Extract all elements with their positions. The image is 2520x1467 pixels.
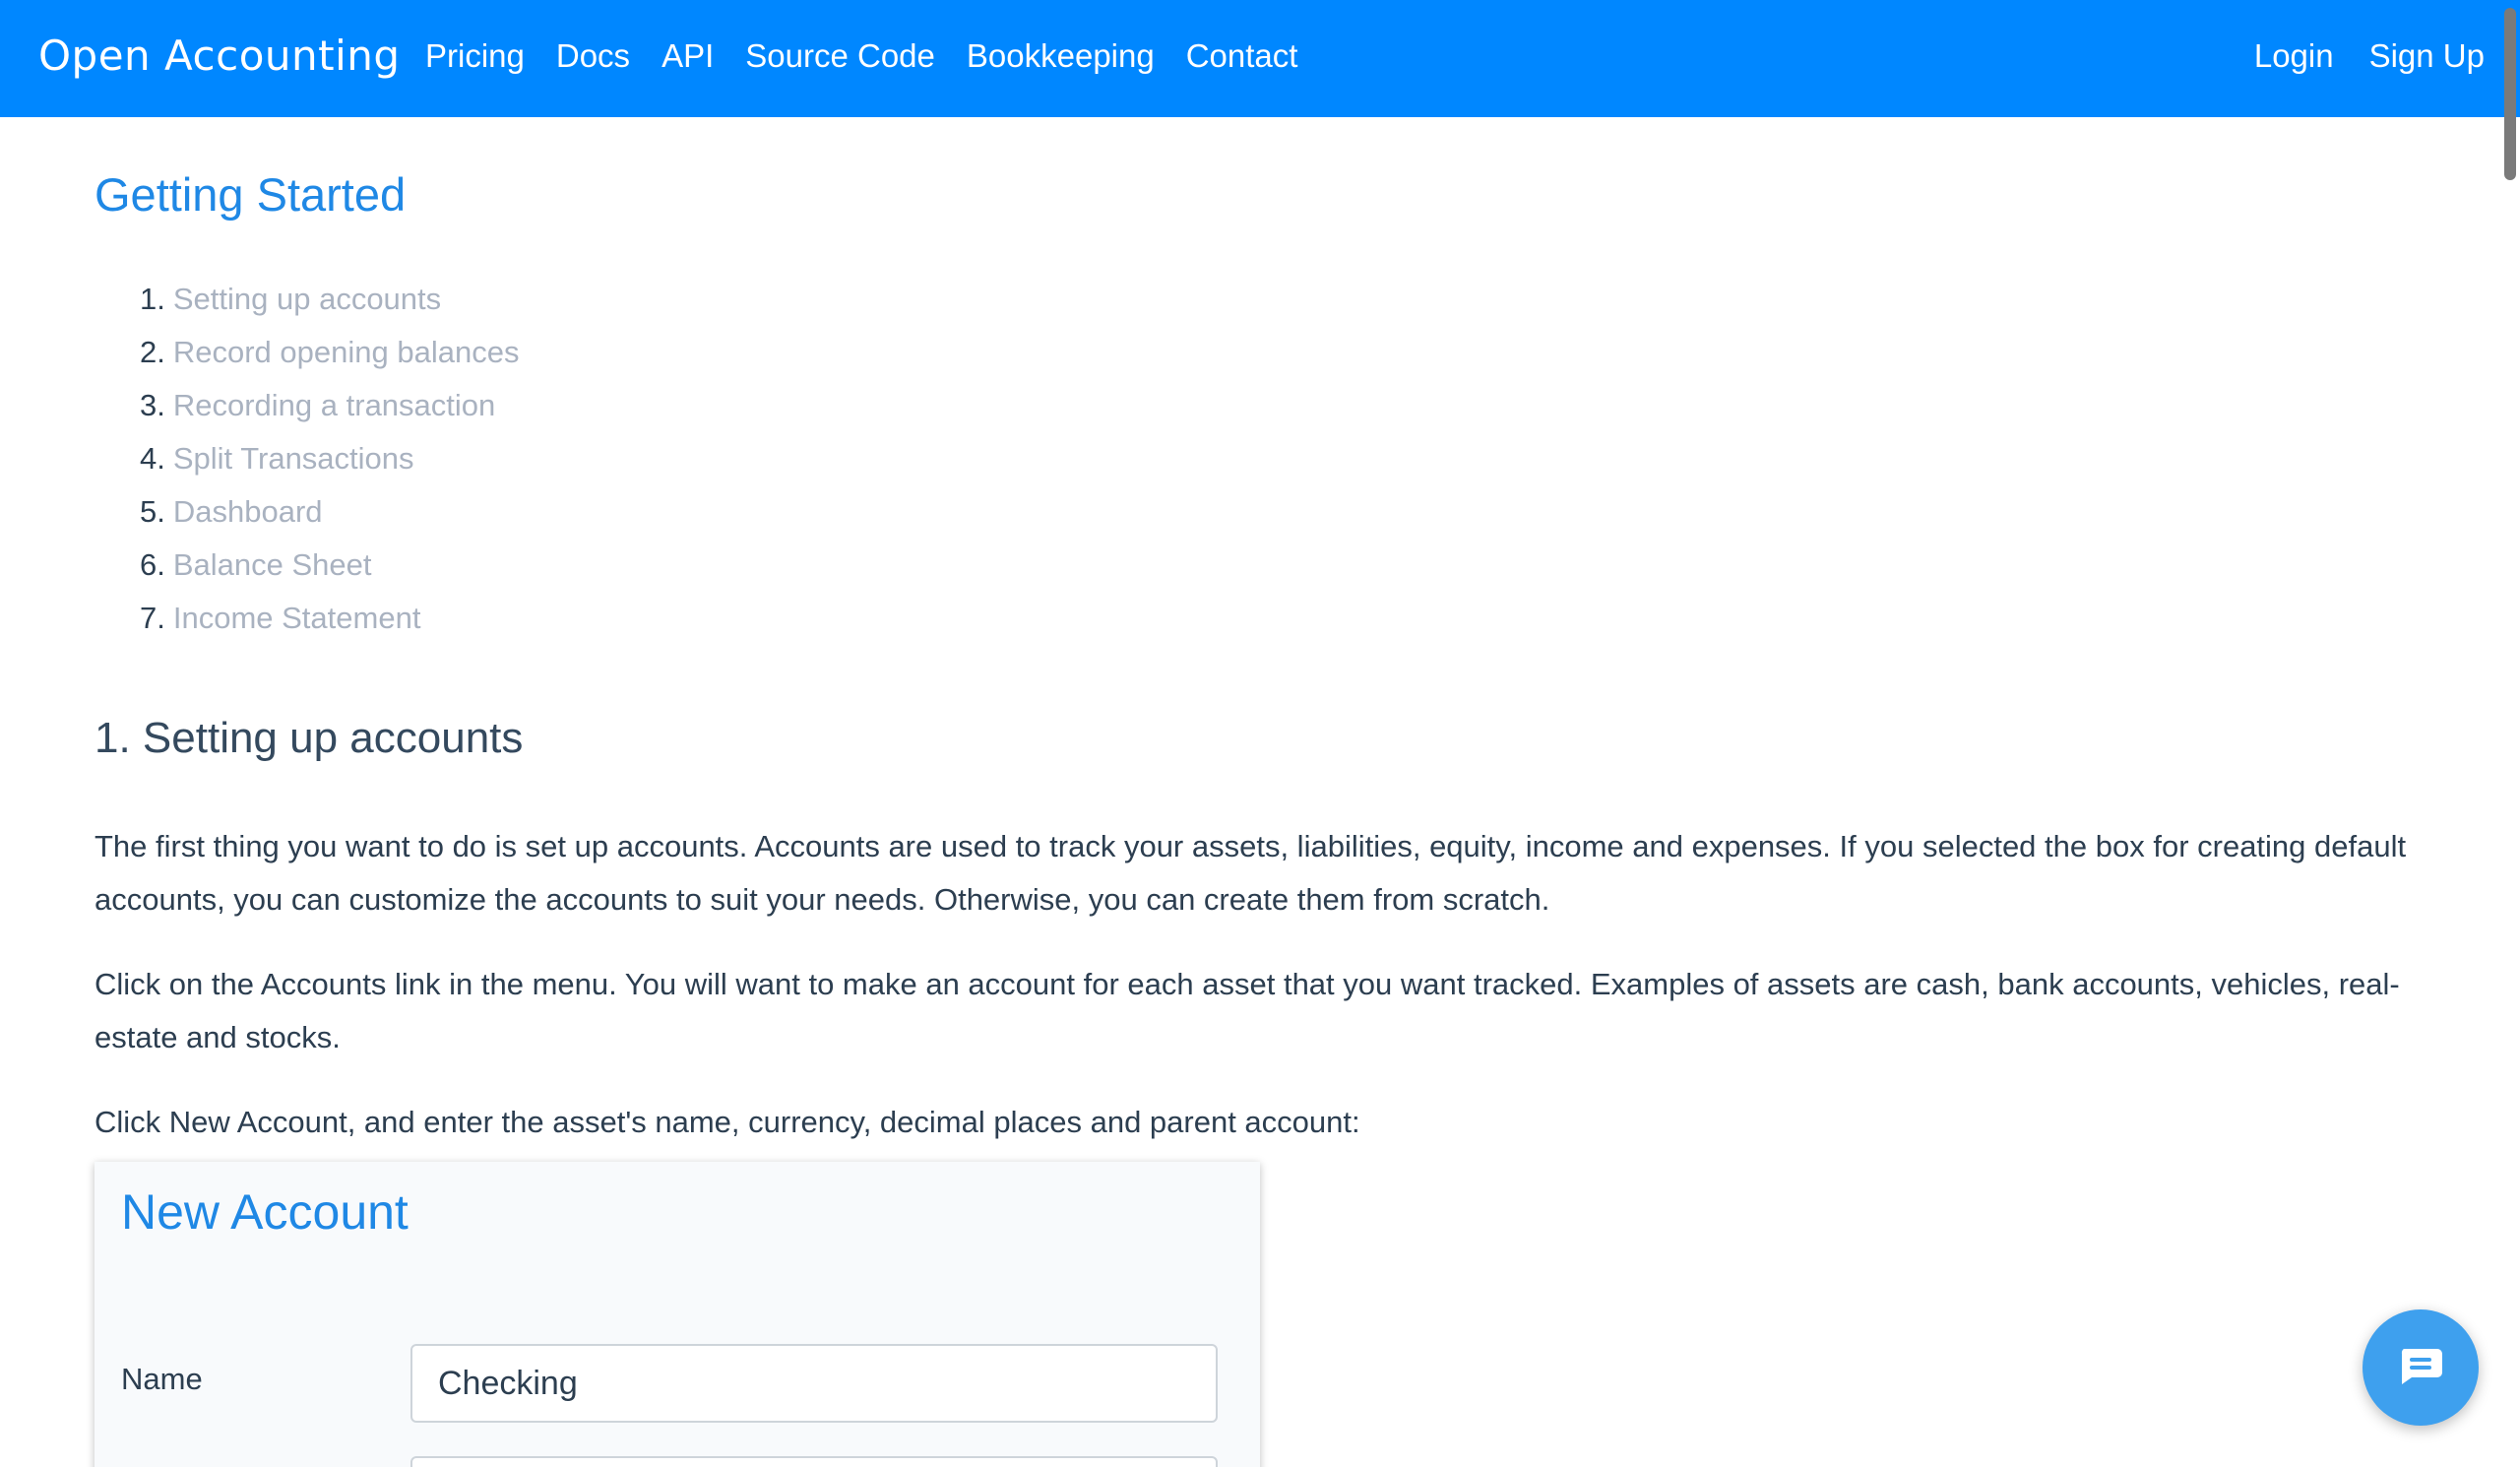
- toc-link-dashboard[interactable]: Dashboard: [172, 494, 323, 529]
- chat-button[interactable]: [2362, 1309, 2479, 1426]
- nav-auth: [2219, 37, 2485, 75]
- toc-item: [140, 326, 2427, 379]
- nav-link-pricing[interactable]: Pricing: [425, 37, 525, 74]
- nav-link-docs[interactable]: Docs: [555, 37, 631, 74]
- toc-item: [140, 485, 2427, 539]
- page-scrollbar[interactable]: [2496, 0, 2520, 1467]
- toc-number: 3.: [140, 388, 165, 422]
- paragraph-new-account: Click New Account, and enter the asset's name, currency, decimal places and parent account:: [94, 1105, 1360, 1139]
- toc-link-setting-up-accounts[interactable]: Setting up accounts: [172, 282, 442, 316]
- nav-link-api[interactable]: API: [662, 37, 715, 74]
- section-heading-setting-up-accounts: 1. Setting up accounts: [94, 714, 524, 762]
- name-label: Name: [121, 1362, 203, 1396]
- toc-number: 5.: [140, 494, 165, 529]
- login-link[interactable]: Login: [2253, 37, 2334, 74]
- new-account-card: [94, 1162, 1260, 1467]
- toc-item: [140, 592, 2427, 645]
- toc-number: 4.: [140, 441, 165, 476]
- nav-link-source-code[interactable]: Source Code: [745, 37, 935, 74]
- page-title: Getting Started: [94, 168, 407, 221]
- main-content: [94, 158, 2427, 1180]
- top-navbar: [0, 0, 2520, 117]
- paragraph-accounts-link: Click on the Accounts link in the menu. You will want to make an account for each asset that you want tracked. Examples of assets are cash, bank accounts, vehicles, real-estate and stocks.: [94, 967, 2400, 1054]
- toc-link-recording-transaction[interactable]: Recording a transaction: [172, 388, 496, 422]
- new-account-title: New Account: [121, 1184, 409, 1240]
- toc-link-balance-sheet[interactable]: Balance Sheet: [172, 547, 372, 582]
- table-of-contents: [140, 273, 2427, 645]
- nav-link-contact[interactable]: Contact: [1185, 37, 1298, 74]
- toc-number: 1.: [140, 282, 165, 316]
- brand-logo[interactable]: Open Accounting: [38, 32, 401, 80]
- currency-input[interactable]: [410, 1456, 1218, 1467]
- toc-number: 6.: [140, 547, 165, 582]
- name-input[interactable]: [410, 1344, 1218, 1423]
- toc-number: 7.: [140, 601, 165, 635]
- toc-item: [140, 432, 2427, 485]
- paragraph-intro: The first thing you want to do is set up accounts. Accounts are used to track your assets, liabilities, equity, income and expenses. If you selected the box for creating default accounts, you can customize the accounts to suit your needs. Otherwise, you can create them from scratch.: [94, 829, 2407, 917]
- toc-link-split-transactions[interactable]: Split Transactions: [172, 441, 414, 476]
- scrollbar-thumb[interactable]: [2504, 8, 2516, 180]
- chat-bubble-icon: [2398, 1347, 2443, 1386]
- toc-item: [140, 539, 2427, 592]
- toc-item: [140, 273, 2427, 326]
- signup-link[interactable]: Sign Up: [2368, 37, 2485, 74]
- nav-link-bookkeeping[interactable]: Bookkeeping: [966, 37, 1155, 74]
- toc-link-opening-balances[interactable]: Record opening balances: [172, 335, 520, 369]
- toc-number: 2.: [140, 335, 165, 369]
- toc-link-income-statement[interactable]: Income Statement: [172, 601, 421, 635]
- toc-item: [140, 379, 2427, 432]
- nav-links: [425, 37, 1329, 75]
